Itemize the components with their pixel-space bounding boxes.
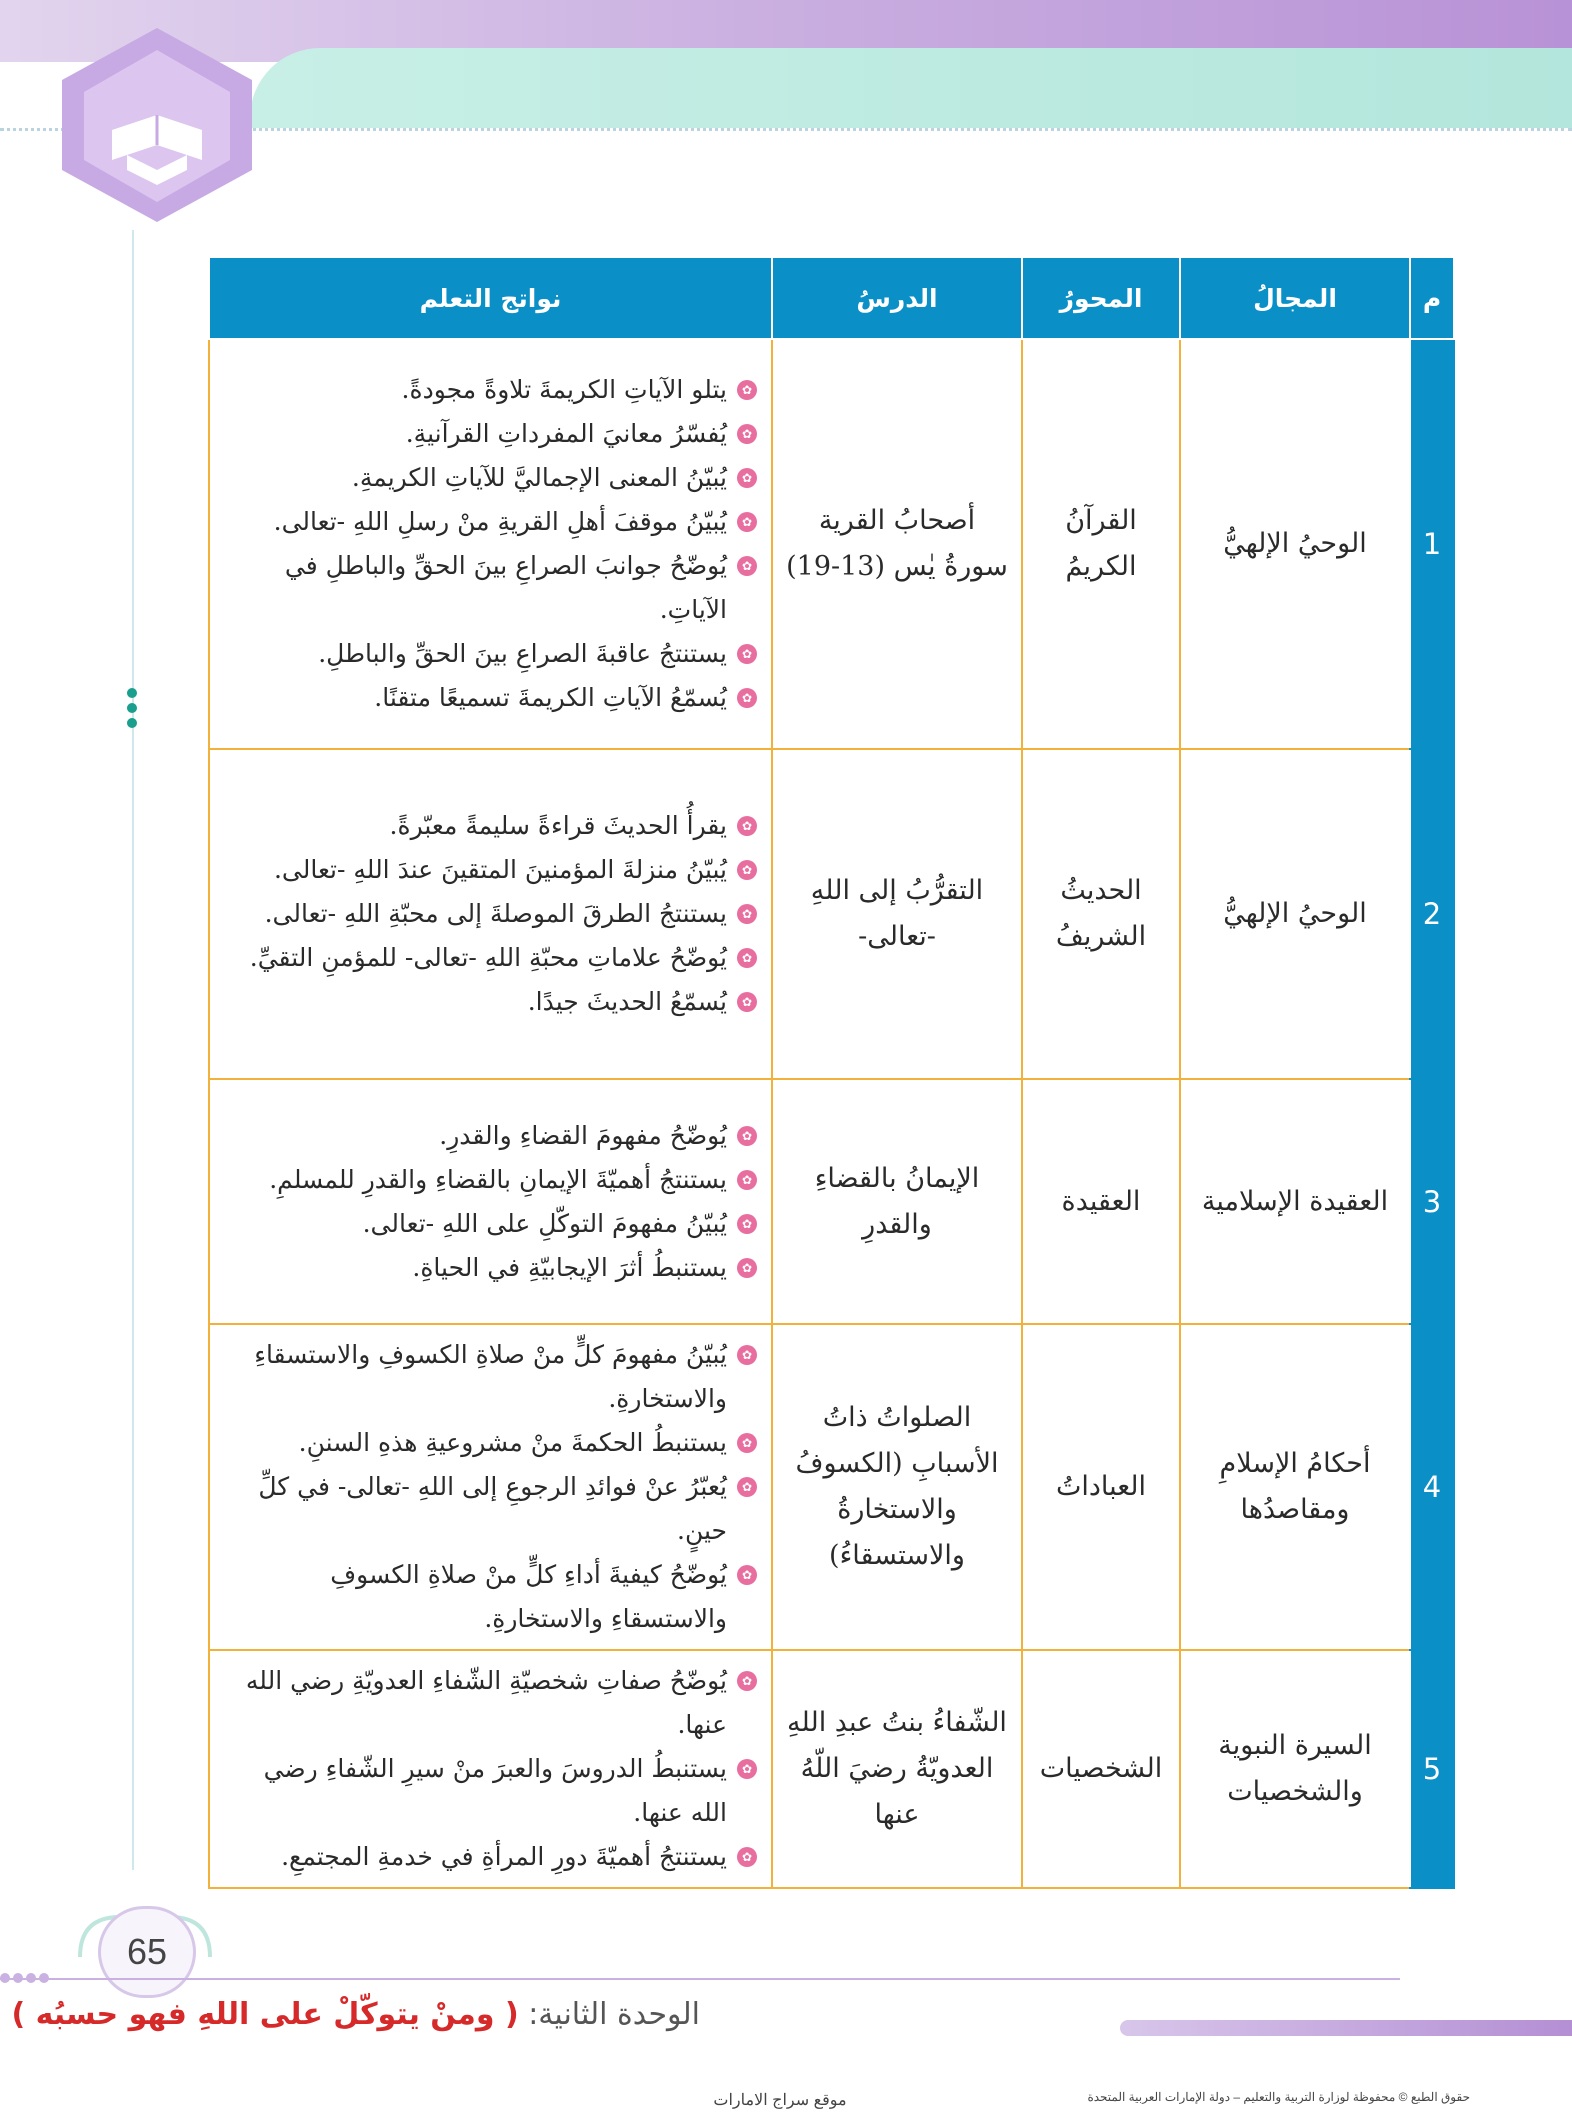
row-axis: الحديثُ الشريفُ — [1022, 749, 1180, 1079]
outcome-item: ✿ يُسمّعُ الحديثَ جيدًا. — [224, 980, 757, 1024]
bullet-icon: ✿ — [737, 992, 757, 1012]
bullet-icon: ✿ — [737, 424, 757, 444]
side-rule — [132, 230, 134, 1870]
bullet-icon: ✿ — [737, 512, 757, 532]
side-ornament — [127, 688, 139, 748]
row-axis: الشخصيات — [1022, 1650, 1180, 1888]
header-lesson: الدرسُ — [772, 257, 1022, 339]
outcome-item: ✿ يستنبطُ أثرَ الإيجابيّةِ في الحياةِ. — [224, 1246, 757, 1290]
row-lesson: الإيمانُ بالقضاءِ والقدرِ — [772, 1079, 1022, 1324]
unit-bar — [1120, 2020, 1572, 2036]
row-axis: القرآنُ الكريمُ — [1022, 339, 1180, 749]
learning-outcomes-table — [208, 256, 1455, 1889]
footer-site: موقع سراج الامارات — [713, 2092, 847, 2109]
row-number: 4 — [1410, 1324, 1454, 1650]
outcome-item: ✿ يُوضّحُ علاماتِ محبّةِ اللهِ -تعالى- للمؤمنِ التقيِّ. — [224, 936, 757, 980]
unit-label: الوحدة الثانية: — [528, 1997, 700, 2032]
unit-divider — [0, 1978, 1400, 1980]
table-row — [209, 749, 1454, 1079]
row-domain: الوحيُ الإلهيُّ — [1180, 749, 1410, 1079]
header-domain: المجالُ — [1180, 257, 1410, 339]
table-row — [209, 339, 1454, 749]
row-number: 2 — [1410, 749, 1454, 1079]
row-outcomes — [209, 339, 772, 749]
header-axis: المحورُ — [1022, 257, 1180, 339]
outcome-item: ✿ يُبيّنُ المعنى الإجماليَّ للآياتِ الكريمةِ. — [224, 456, 757, 500]
outcome-item: ✿ يستنبطُ الحكمةَ منْ مشروعيةِ هذهِ السننِ. — [224, 1421, 757, 1465]
outcome-item: ✿ يُوضّحُ جوانبَ الصراعِ بينَ الحقِّ والباطلِ في الآياتِ. — [224, 544, 757, 632]
outcome-item: ✿ يقرأُ الحديثَ قراءةً سليمةً معبّرةً. — [224, 804, 757, 848]
row-domain: الوحيُ الإلهيُّ — [1180, 339, 1410, 749]
table-header-row — [209, 257, 1454, 339]
bullet-icon: ✿ — [737, 904, 757, 924]
bullet-icon: ✿ — [737, 1847, 757, 1867]
quran-book-icon — [52, 20, 262, 230]
row-axis: العباداتُ — [1022, 1324, 1180, 1650]
bullet-icon: ✿ — [737, 380, 757, 400]
table-row — [209, 1324, 1454, 1650]
bottom-ornament — [0, 1968, 65, 1978]
bullet-icon: ✿ — [737, 1345, 757, 1365]
outcome-item: ✿ يستنتجُ عاقبةَ الصراعِ بينَ الحقِّ والباطلِ. — [224, 632, 757, 676]
outcome-item: ✿ يستنبطُ الدروسَ والعبرَ منْ سيرِ الشّفاءِ رضي الله عنها. — [224, 1747, 757, 1835]
outcome-item: ✿ يستنتجُ الطرقَ الموصلةَ إلى محبّةِ اللهِ -تعالى. — [224, 892, 757, 936]
bullet-icon: ✿ — [737, 1759, 757, 1779]
bullet-icon: ✿ — [737, 948, 757, 968]
bullet-icon: ✿ — [737, 688, 757, 708]
bullet-icon: ✿ — [737, 1214, 757, 1234]
row-outcomes — [209, 1324, 772, 1650]
outcome-item: ✿ يُبيّنُ مفهومَ التوكّلِ على اللهِ -تعالى. — [224, 1202, 757, 1246]
row-axis: العقيدة — [1022, 1079, 1180, 1324]
row-lesson: التقرُّبُ إلى اللهِ -تعالى- — [772, 749, 1022, 1079]
page-number: 65 — [98, 1906, 196, 1998]
header-outcomes: نواتج التعلم — [209, 257, 772, 339]
outcome-item: ✿ يتلو الآياتِ الكريمةَ تلاوةً مجودةً. — [224, 368, 757, 412]
unit-title — [0, 1985, 700, 2045]
outcome-item: ✿ يُبيّنُ موقفَ أهلِ القريةِ منْ رسلِ اللهِ -تعالى. — [224, 500, 757, 544]
outcome-item: ✿ يُوضّحُ مفهومَ القضاءِ والقدرِ. — [224, 1114, 757, 1158]
row-lesson: الصلواتُ ذاتُ الأسبابِ (الكسوفُ والاستخارةُ والاستسقاءُ) — [772, 1324, 1022, 1650]
outcome-item: ✿ يستنتجُ أهميّةَ دورِ المرأةِ في خدمةِ المجتمعِ. — [224, 1835, 757, 1879]
top-band-accent — [250, 48, 1572, 128]
outcome-item: ✿ يُفسّرُ معانيَ المفرداتِ القرآنيةِ. — [224, 412, 757, 456]
row-number: 1 — [1410, 339, 1454, 749]
outcome-item: ✿ يستنتجُ أهميّةَ الإيمانِ بالقضاءِ والقدرِ للمسلمِ. — [224, 1158, 757, 1202]
row-lesson: الشّفاءُ بنتُ عبدِ اللهِ العدويّةُ رضيَ اللّهُ عنها — [772, 1650, 1022, 1888]
bullet-icon: ✿ — [737, 816, 757, 836]
bullet-icon: ✿ — [737, 860, 757, 880]
header-number: م — [1410, 257, 1454, 339]
outcome-item: ✿ يُوضّحُ صفاتِ شخصيّةِ الشّفاءِ العدويّةِ رضي الله عنها. — [224, 1659, 757, 1747]
row-outcomes — [209, 1079, 772, 1324]
bullet-icon: ✿ — [737, 1565, 757, 1585]
row-lesson: أصحابُ القرية سورةُ يٰس (13-19) — [772, 339, 1022, 749]
row-domain: العقيدة الإسلامية — [1180, 1079, 1410, 1324]
row-number: 5 — [1410, 1650, 1454, 1888]
outcome-item: ✿ يُوضّحُ كيفيةَ أداءِ كلٍّ منْ صلاةِ الكسوفِ والاستسقاءِ والاستخارةِ. — [224, 1553, 757, 1641]
footer-rights: حقوق الطبع © محفوظة لوزارة التربية والتعليم – دولة الإمارات العربية المتحدة — [1087, 2090, 1470, 2104]
outcome-item: ✿ يُبيّنُ منزلةَ المؤمنينَ المتقينَ عندَ اللهِ -تعالى. — [224, 848, 757, 892]
outcome-item: ✿ يُسمّعُ الآياتِ الكريمةَ تسميعًا متقنًا. — [224, 676, 757, 720]
unit-quote: ( ومنْ يتوكّلْ على اللهِ فهو حسبُه ) — [11, 1997, 519, 2032]
row-number: 3 — [1410, 1079, 1454, 1324]
row-domain: السيرة النبوية والشخصيات — [1180, 1650, 1410, 1888]
bullet-icon: ✿ — [737, 468, 757, 488]
bullet-icon: ✿ — [737, 1477, 757, 1497]
bullet-icon: ✿ — [737, 556, 757, 576]
bullet-icon: ✿ — [737, 1258, 757, 1278]
table-row — [209, 1079, 1454, 1324]
table-row — [209, 1650, 1454, 1888]
row-outcomes — [209, 749, 772, 1079]
bullet-icon: ✿ — [737, 1126, 757, 1146]
outcome-item: ✿ يُعبّرُ عنْ فوائدِ الرجوعِ إلى اللهِ -تعالى- في كلِّ حينٍ. — [224, 1465, 757, 1553]
outcome-item: ✿ يُبيّنُ مفهومَ كلٍّ منْ صلاةِ الكسوفِ والاستسقاءِ والاستخارةِ. — [224, 1333, 757, 1421]
row-outcomes — [209, 1650, 772, 1888]
bullet-icon: ✿ — [737, 1170, 757, 1190]
row-domain: أحكامُ الإسلامِ ومقاصدُها — [1180, 1324, 1410, 1650]
bullet-icon: ✿ — [737, 1433, 757, 1453]
bullet-icon: ✿ — [737, 1671, 757, 1691]
bullet-icon: ✿ — [737, 644, 757, 664]
